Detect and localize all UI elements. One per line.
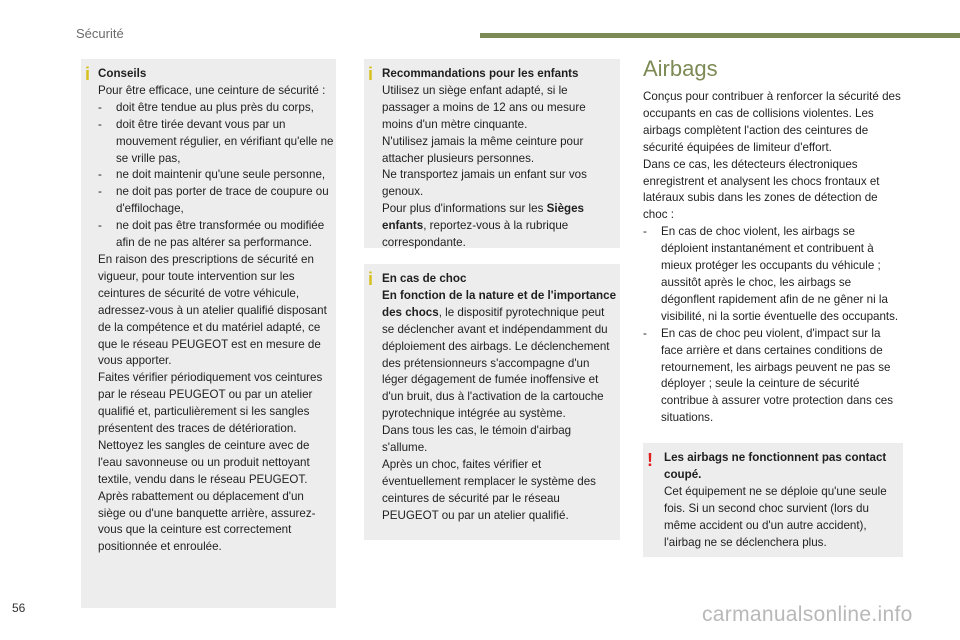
list-item: - doit être tirée devant vous par un mouvement régulier, en vérifiant qu'elle ne se vrille pas, (98, 117, 334, 168)
list-item: - doit être tendue au plus près du corps, (98, 100, 334, 117)
info-icon: i (85, 64, 91, 84)
conseils-paragraph: Faites vérifier périodiquement vos ceintures par le réseau PEUGEOT ou par un atelier qualifié et, particulièrement si les sangles présentent des traces de détérioration. (98, 371, 323, 436)
warning-icon: ! (647, 450, 653, 470)
list-item: - ne doit pas être transformée ou modifiée afin de ne pas altérer sa performance. (98, 218, 334, 252)
conseils-paragraph: En raison des prescriptions de sécurité en vigueur, pour toute intervention sur les ceintures de sécurité de votre véhicule, adressez-vous à un atelier qualifié disposant de la compétence et du matériel adapté, ce que le réseau PEUGEOT est en mesure de vous apporter. (98, 252, 327, 368)
choc-paragraph: Après un choc, faites vérifier et éventuellement remplacer le système des ceintures de sécurité par le réseau PEUGEOT ou par un atelier qualifié. (382, 457, 596, 522)
info-icon: i (368, 64, 374, 84)
conseils-paragraph: Après rabattement ou déplacement d'un siège ou d'une banquette arrière, assurez-vous que la ceinture est correctement positionnée et enroulée. (98, 489, 316, 554)
airbags-body (643, 89, 905, 427)
enfants-paragraph: Pour plus d'informations sur les Sièges enfants, reportez-vous à la rubrique correspondante. (382, 202, 584, 250)
page-number: 56 (12, 601, 26, 615)
airbags-list (643, 224, 905, 427)
warning-title: Les airbags ne fonctionnent pas contact coupé. (664, 451, 887, 481)
list-item: - En cas de choc violent, les airbags se déploient instantanément et contribuent à mieux protéger les occupants du véhicule ; aussitôt après le choc, les airbags se dégonflent rapidement afin de ne gêner ni la visibilité, ni la sortie éventuelle des occupants. (643, 224, 905, 325)
airbags-paragraph: Dans ce cas, les détecteurs électroniques enregistrent et analysent les chocs frontaux et latéraux subis dans les zones de détection de choc : (643, 157, 880, 222)
choc-title: En cas de choc (382, 272, 467, 285)
airbags-paragraph: Conçus pour contribuer à renforcer la sécurité des occupants en cas de collisions violentes. Les airbags complètent l'action des ceintures de sécurité équipées de limiteur d'effort. (643, 90, 901, 154)
warning-paragraph: Cet équipement ne se déploie qu'une seule fois. Si un second choc survient (lors du même accident ou d'un autre accident), l'airbag ne se déclenchera plus. (664, 484, 887, 549)
list-item: - ne doit maintenir qu'une seule personne, (98, 167, 334, 184)
enfants-paragraph: Ne transportez jamais un enfant sur vos genoux. (382, 168, 587, 199)
info-icon: i (368, 269, 374, 289)
enfants-panel (364, 59, 620, 248)
conseils-intro: Pour être efficace, une ceinture de sécurité : (98, 83, 326, 97)
choc-panel (364, 264, 620, 540)
header-accent-bar (480, 33, 960, 38)
watermark: carmanualsonline.info (702, 603, 913, 626)
conseils-paragraph: Nettoyez les sangles de ceinture avec de l'eau savonneuse ou un produit nettoyant textile, vendu dans le réseau PEUGEOT. (98, 438, 310, 486)
enfants-paragraph: Utilisez un siège enfant adapté, si le passager a moins de 12 ans ou mesure moins d'un mètre cinquante. (382, 83, 586, 131)
conseils-list (98, 100, 334, 252)
conseils-panel (81, 59, 336, 608)
enfants-paragraph: N'utilisez jamais la même ceinture pour attacher plusieurs personnes. (382, 134, 584, 165)
conseils-title: Conseils (98, 67, 147, 80)
choc-paragraph: En fonction de la nature et de l'importance des chocs, le dispositif pyrotechnique peut se déclencher avant et indépendamment du déploiement des airbags. Le déclenchement des prétensionneurs s'accompagne d'un léger dégagement de fumée inoffensive et d'un bruit, dus à l'activation de la cartouche pyrotechnique intégrée au système. (382, 288, 617, 421)
warning-panel (643, 443, 903, 557)
airbags-title: Airbags (643, 56, 718, 81)
enfants-title: Recommandations pour les enfants (382, 67, 579, 80)
section-title: Sécurité (76, 26, 124, 41)
list-item: - En cas de choc peu violent, d'impact sur la face arrière et dans certaines conditions de retournement, les airbags peuvent ne pas se déployer ; seule la ceinture de sécurité contribue à assurer votre protection dans ces situations. (643, 326, 905, 427)
choc-paragraph: Dans tous les cas, le témoin d'airbag s'allume. (382, 424, 572, 455)
list-item: - ne doit pas porter de trace de coupure ou d'effilochage, (98, 184, 334, 218)
